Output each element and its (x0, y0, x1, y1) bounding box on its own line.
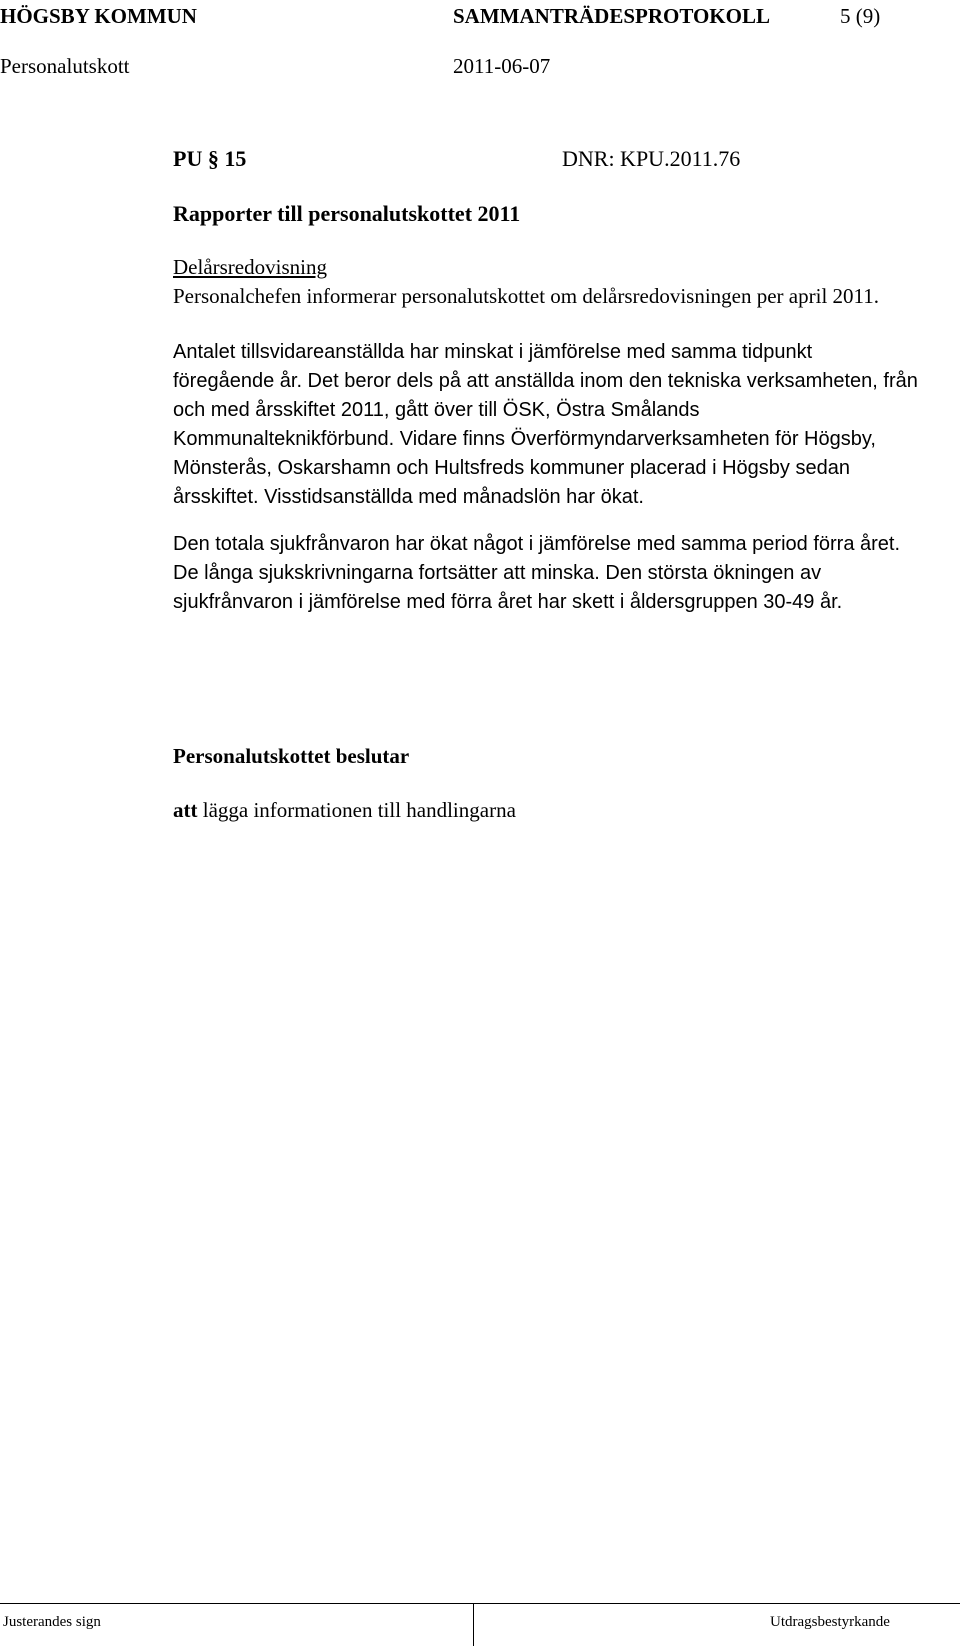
subheading: Delårsredovisning (173, 255, 327, 279)
organization-name: HÖGSBY KOMMUN (0, 4, 197, 28)
decision-text: lägga informationen till handlingarna (202, 798, 516, 822)
footer-divider (473, 1603, 474, 1646)
decision-line (173, 797, 516, 823)
intro-paragraph: Personalchefen informerar personalutskottet om delårsredovisningen per april 2011. (173, 284, 880, 308)
footer-rule (0, 1603, 960, 1604)
workforce-paragraph: Antalet tillsvidareanställda har minskat i jämförelse med samma tidpunkt föregående år. Det beror dels på att anställda inom den tekniska verksamheten, från och med årsskiftet 2011, gått över till ÖSK, Östra Smålands Kommunalteknikförbund. Vidare finns Överförmyndarverksamheten för Högsby, Mönsterås, Oskarshamn och Hultsfreds kommuner placerad i Högsby sedan årsskiftet. Visstidsanställda med månadslön har ökat. (173, 341, 918, 508)
sickleave-paragraph: Den totala sjukfrånvaron har ökat något i jämförelse med samma period förra året. De långa sjukskrivningarna fortsätter att minska. Den största ökningen av sjukfrånvaron i jämförelse med förra året har skett i åldersgruppen 30-49 år. (173, 533, 901, 613)
page-number: 5 (9) (840, 4, 881, 28)
item-title: Rapporter till personalutskottet 2011 (173, 201, 521, 226)
item-number: PU § 15 (173, 146, 247, 171)
footer-signature-label: Justerandes sign (3, 1614, 101, 1630)
meeting-date: 2011-06-07 (453, 54, 551, 78)
item-body (173, 253, 918, 617)
committee-name: Personalutskott (0, 54, 130, 78)
footer-certification-label: Utdragsbestyrkande (770, 1614, 890, 1630)
document-type: SAMMANTRÄDESPROTOKOLL (453, 4, 770, 28)
dnr-reference: DNR: KPU.2011.76 (562, 146, 741, 171)
decision-keyword: att (173, 798, 198, 822)
decision-heading: Personalutskottet beslutar (173, 744, 410, 768)
